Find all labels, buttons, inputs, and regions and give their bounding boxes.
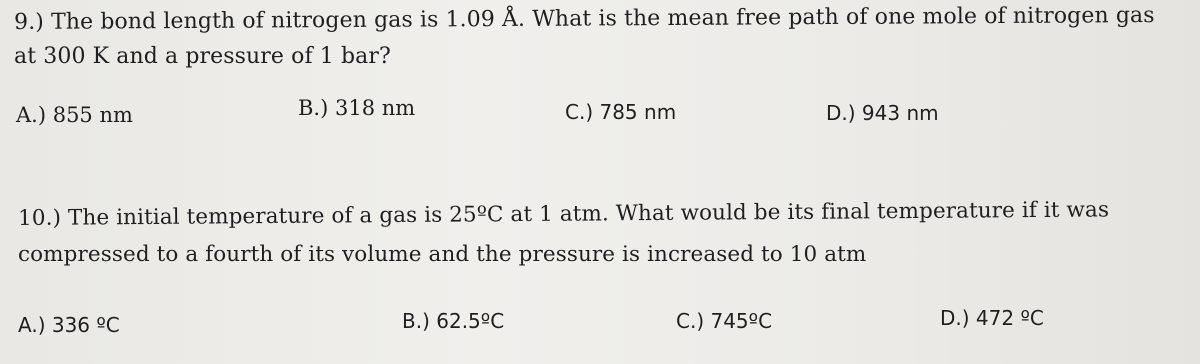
question-10-choice-c: C.) 745ºC [676,309,773,333]
question-10-text-line-2: compressed to a fourth of its volume and the pressure is increased to 10 atm [18,242,867,267]
question-9-text-line-1: 9.) The bond length of nitrogen gas is 1.09 Å. What is the mean free path of one mole of nitrogen gas [14,3,1155,35]
question-9-choice-a: A.) 855 nm [16,103,133,127]
question-10-choice-d: D.) 472 ºC [940,306,1044,330]
question-9-choice-c: C.) 785 nm [565,100,677,124]
question-10-choice-a: A.) 336 ºC [18,313,120,337]
question-10-text-line-1: 10.) The initial temperature of a gas is 25ºC at 1 atm. What would be its final temperature if it was [18,197,1110,231]
question-9-choice-b: B.) 318 nm [298,96,416,120]
question-10-choice-b: B.) 62.5ºC [402,309,505,333]
question-9-text-line-2: at 300 K and a pressure of 1 bar? [14,44,391,69]
question-9-choice-d: D.) 943 nm [826,101,939,125]
